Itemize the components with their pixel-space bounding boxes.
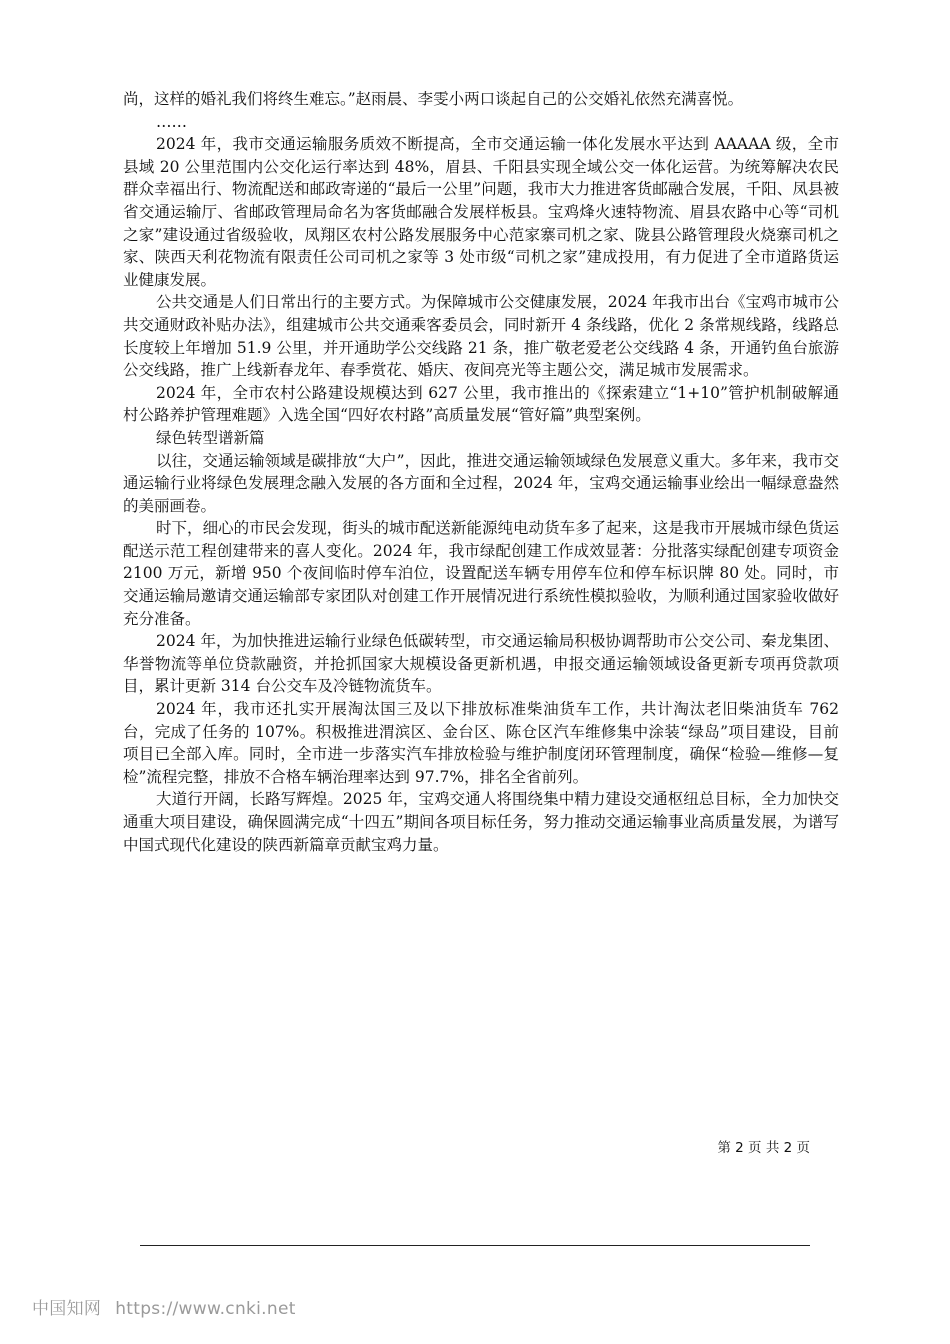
paragraph-carbon-emission: 以往，交通运输领域是碳排放“大户”，因此，推进交通运输领域绿色发展意义重大。多年来，我市交通运输行业将绿色发展理念融入发展的各方面和全过程，2024 年，宝鸡交通运输事业绘出一幅绿意盎然的美丽画卷。 (123, 451, 839, 515)
section-heading-green-transformation: 绿色转型谱新篇 (156, 428, 265, 447)
paragraph-conclusion: 大道行开阔，长路写辉煌。2025 年，宝鸡交通人将围绕集中精力建设交通枢纽总目标，全力加快交通重大项目建设，确保圆满完成“十四五”期间各项目标任务，努力推动交通运输事业高质量发展，为谱写中国式现代化建设的陕西新篇章贡献宝鸡力量。 (123, 790, 839, 854)
paragraph-low-carbon-financing: 2024 年，为加快推进运输行业绿色低碳转型，市交通运输局积极协调帮助市公交公司、秦龙集团、华誉物流等单位贷款融资，并抢抓国家大规模设备更新机遇，申报交通运输领域设备更新专项再贷款项目，累计更新 314 台公交车及冷链物流货车。 (123, 632, 839, 696)
paragraph-service-quality: 2024 年，我市交通运输服务质效不断提高，全市交通运输一体化发展水平达到 AAAAA 级，全市县域 20 公里范围内公交化运行率达到 48%，眉县、千阳县实现全域公交一体化运营。为统筹解决农民群众幸福出行、物流配送和邮政寄递的“最后一公里”问题，我市大力推进客货邮融合发展，千阳、凤县被省交通运输厅、省邮政管理局命名为客货邮融合发展样板县。宝鸡烽火速特物流、眉县农路中心等“司机之家”建设通过省级验收，凤翔区农村公路发展服务中心范家寨司机之家、陇县公路管理段火烧寨司机之家、陕西天利花物流有限责任公司司机之家等 3 处市级“司机之家”建成投用，有力促进了全市道路货运业健康发展。 (123, 135, 839, 289)
footer-divider (140, 1245, 810, 1246)
article-body (123, 88, 839, 856)
ellipsis-paragraph: …… (156, 112, 187, 131)
paragraph-continuation: 尚，这样的婚礼我们将终生难忘。”赵雨晨、李雯小两口谈起自己的公交婚礼依然充满喜悦。 (123, 90, 744, 108)
watermark (32, 1294, 296, 1319)
paragraph-green-delivery: 时下，细心的市民会发现，街头的城市配送新能源纯电动货车多了起来，这是我市开展城市绿色货运配送示范工程创建带来的喜人变化。2024 年，我市绿配创建工作成效显著：分批落实绿配创建专项资金 2100 万元，新增 950 个夜间临时停车泊位，设置配送车辆专用停车位和停车标识牌 80 处。同时，市交通运输局邀请交通运输部专家团队对创建工作开展情况进行系统性模拟验收，为顺利通过国家验收做好充分准备。 (123, 519, 839, 628)
paragraph-public-transit: 公共交通是人们日常出行的主要方式。为保障城市公交健康发展，2024 年我市出台《宝鸡市城市公共交通财政补贴办法》，组建城市公共交通乘客委员会，同时新开 4 条线路，优化 2 条常规线路，线路总长度较上年增加 51.9 公里，并开通助学公交线路 21 条，推广敬老爱老公交线路 4 条，开通钓鱼台旅游公交线路，推广上线新春龙年、春季赏花、婚庆、夜间亮光等主题公交，满足城市发展需求。 (123, 293, 839, 380)
watermark-url: https://www.cnki.net (115, 1299, 296, 1319)
paragraph-diesel-truck-phaseout: 2024 年，我市还扎实开展淘汰国三及以下排放标准柴油货车工作，共计淘汰老旧柴油货车 762 台，完成了任务的 107%。积极推进渭滨区、金台区、陈仓区汽车维修集中涂装“绿岛”项目建设，目前项目已全部入库。同时，全市进一步落实汽车排放检验与维护制度闭环管理制度，确保“检验—维修—复检”流程完整，排放不合格车辆治理率达到 97.7%，排名全省前列。 (123, 700, 839, 786)
page-number: 第 2 页 共 2 页 (717, 1140, 810, 1156)
watermark-brand: 中国知网 (32, 1299, 102, 1319)
paragraph-rural-roads: 2024 年，全市农村公路建设规模达到 627 公里，我市推出的《探索建立“1+10”管护机制破解通村公路养护管理难题》入选全国“四好农村路”高质量发展“管好篇”典型案例。 (123, 383, 839, 425)
